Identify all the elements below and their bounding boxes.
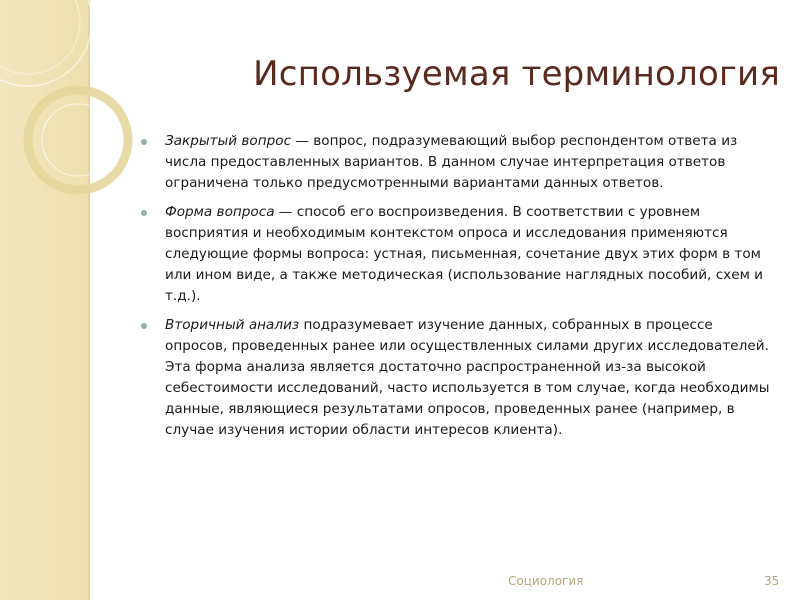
bullet-item-question-form xyxy=(136,202,776,307)
term-label: Форма вопроса xyxy=(165,204,275,220)
footer-subject: Социология xyxy=(508,574,584,588)
term-definition: — вопрос, подразумевающий выбор респондентом ответа из числа предоставленных вариантов. В данном случае интерпретация ответов ограничена только предусмотренными вариантами данных ответов. xyxy=(165,133,738,191)
term-label: Закрытый вопрос xyxy=(165,133,292,149)
term-definition: — способ его воспроизведения. В соответствии с уровнем восприятия и необходимым контекстом опроса и исследования применяются следующие формы вопроса: устная, письменная, сочетание двух этих форм в том или ином виде, а также методическая (использование наглядных пособий, схем и т.д.). xyxy=(165,204,763,304)
term-definition: подразумевает изучение данных, собранных в процессе опросов, проведенных ранее или осуществленных силами других исследователей. Эта форма анализа является достаточно распространенной из-за высокой себестоимости исследований, часто используется в том случае, когда необходимы данные, являющиеся результатами опросов, проведенных ранее (например, в случае изучения истории области интересов клиента). xyxy=(165,317,770,438)
bullet-icon xyxy=(141,210,147,216)
page-number: 35 xyxy=(764,574,780,588)
bullet-icon xyxy=(141,323,147,329)
term-label: Вторичный анализ xyxy=(165,317,300,333)
bullet-icon xyxy=(141,139,147,145)
bullet-item-secondary-analysis xyxy=(136,315,776,441)
slide-title: Используемая терминология xyxy=(253,54,780,94)
bullet-list xyxy=(136,131,776,449)
bullet-item-closed-question xyxy=(136,131,776,194)
